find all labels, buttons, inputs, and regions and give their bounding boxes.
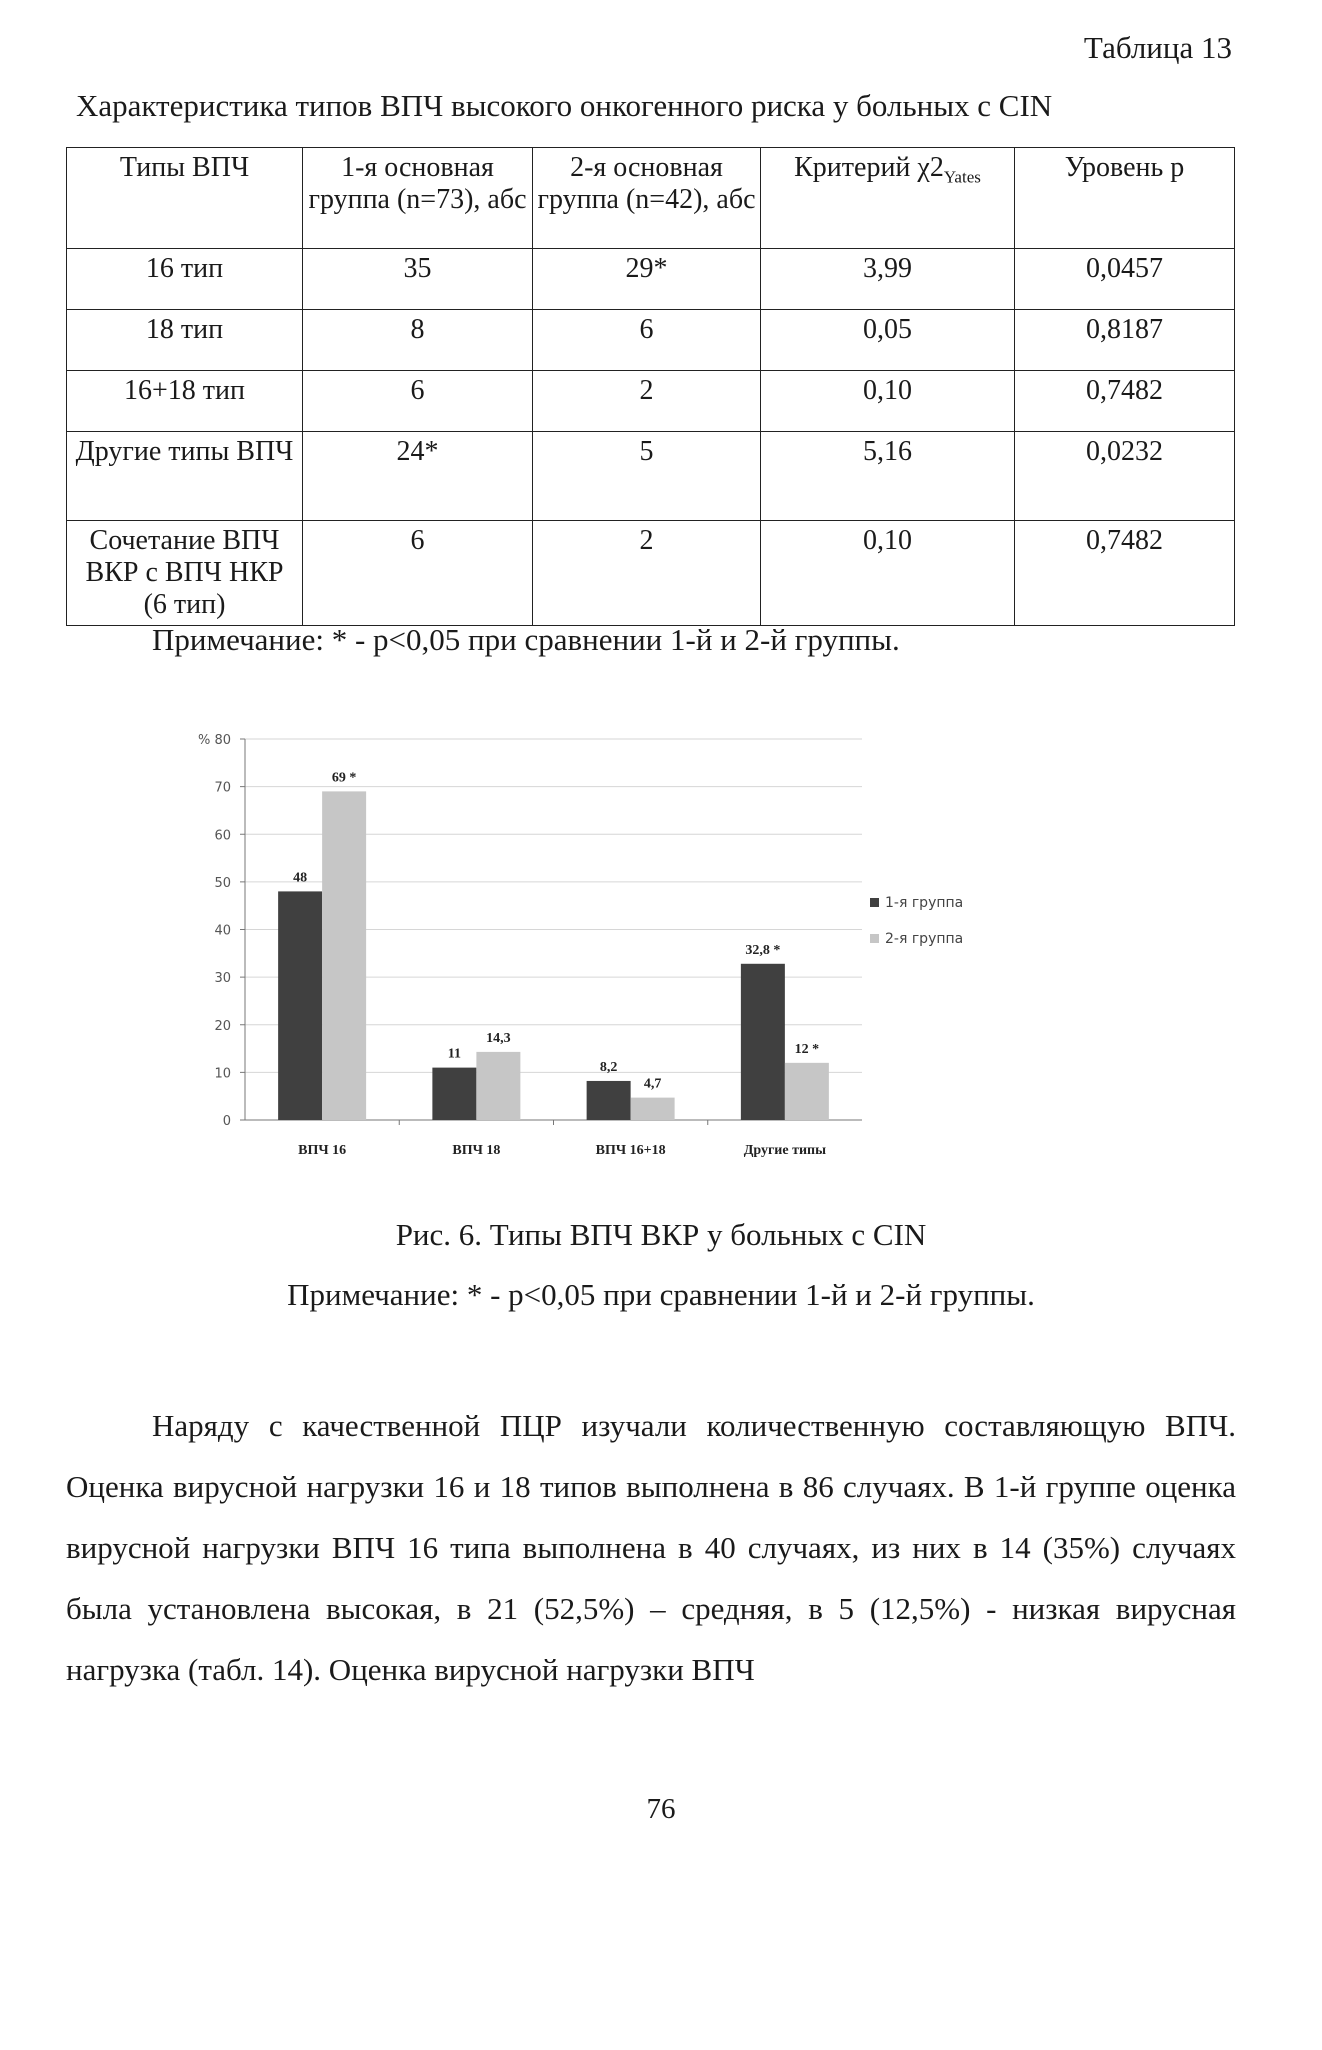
table-row	[67, 432, 1235, 521]
y-tick-label: 30	[214, 971, 231, 987]
bar-chart	[197, 720, 1065, 1190]
cell-p: 0,7482	[1015, 521, 1235, 626]
y-tick-label: 60	[214, 828, 231, 844]
table-label: Таблица 13	[1083, 30, 1232, 65]
cell-type: 16+18 тип	[67, 371, 303, 432]
data-label: 69 *	[331, 770, 357, 786]
cell-p: 0,0232	[1015, 432, 1235, 521]
x-tick-label: ВПЧ 18	[452, 1143, 501, 1158]
x-tick-label: ВПЧ 16+18	[595, 1143, 666, 1158]
bar	[432, 1068, 476, 1120]
bar	[631, 1098, 675, 1120]
cell-group-2: 29*	[533, 249, 761, 310]
figure-note: Примечание: * - p<0,05 при сравнении 1-й и 2-й группы.	[287, 1277, 1035, 1312]
y-tick-label: % 80	[197, 733, 231, 748]
cell-group-1: 6	[303, 371, 533, 432]
y-tick-label: 50	[214, 875, 231, 891]
x-tick-label: Другие типы	[743, 1143, 827, 1158]
cell-type: Сочетание ВПЧ ВКР с ВПЧ НКР (6 тип)	[67, 521, 303, 626]
table-row	[67, 371, 1235, 432]
body-paragraph: Наряду с качественной ПЦР изучали количественную составляющую ВПЧ. Оценка вирусной нагрузки 16 и 18 типов выполнена в 86 случаях. В 1-й группе оценка вирусной нагрузки ВПЧ 16 типа выполнена в 40 случаях, из них в 14 (35%) случаях была установлена высокая, в 21 (52,5%) – средняя, в 5 (12,5%) - низкая вирусная нагрузка (табл. 14). Оценка вирусной нагрузки ВПЧ	[66, 1408, 1236, 1687]
header-hpv-types: Типы ВПЧ	[67, 148, 303, 249]
y-tick-label: 10	[214, 1066, 231, 1082]
header-group-1: 1-я основная группа (n=73), абс	[303, 148, 533, 249]
bar	[476, 1052, 520, 1120]
page-number: 76	[646, 1793, 676, 1825]
data-label: 14,3	[486, 1030, 511, 1046]
cell-type: 18 тип	[67, 310, 303, 371]
cell-group-1: 35	[303, 249, 533, 310]
bar	[785, 1063, 829, 1120]
legend-swatch	[870, 898, 879, 907]
legend-swatch	[870, 934, 879, 943]
data-label: 48	[293, 870, 308, 886]
legend-label: 1-я группа	[885, 895, 964, 911]
table-row	[67, 310, 1235, 371]
data-label: 4,7	[643, 1076, 662, 1092]
cell-p: 0,0457	[1015, 249, 1235, 310]
table-title: Характеристика типов ВПЧ высокого онкогенного риска у больных с CIN	[76, 88, 1053, 123]
cell-group-2: 2	[533, 521, 761, 626]
table-header-row	[67, 148, 1235, 249]
data-label: 12 *	[794, 1041, 820, 1057]
header-chi-square: Критерий $\chi 2_{Yates}$	[761, 148, 1015, 249]
header-group-2: 2-я основная группа (n=42), абс	[533, 148, 761, 249]
data-label: 8,2	[599, 1059, 618, 1075]
hpv-types-table	[66, 147, 1235, 626]
bar	[741, 964, 785, 1120]
cell-chi: 0,10	[761, 371, 1015, 432]
y-tick-label: 20	[214, 1018, 231, 1034]
table-row	[67, 521, 1235, 626]
bar	[587, 1081, 631, 1120]
cell-group-2: 6	[533, 310, 761, 371]
data-label: 32,8 *	[745, 942, 781, 958]
header-p-level: Уровень p	[1015, 148, 1235, 249]
bar	[278, 891, 322, 1120]
cell-p: 0,8187	[1015, 310, 1235, 371]
data-label: 11	[447, 1046, 461, 1062]
bar	[322, 791, 366, 1120]
cell-chi: 0,10	[761, 521, 1015, 626]
y-tick-label: 0	[222, 1114, 231, 1129]
cell-group-1: 8	[303, 310, 533, 371]
y-tick-label: 70	[214, 780, 231, 796]
cell-chi: 3,99	[761, 249, 1015, 310]
table-note: Примечание: * - p<0,05 при сравнении 1-й и 2-й группы.	[152, 622, 900, 657]
legend-label: 2-я группа	[885, 931, 964, 947]
cell-chi: 0,05	[761, 310, 1015, 371]
x-tick-label: ВПЧ 16	[298, 1143, 347, 1158]
table-row	[67, 249, 1235, 310]
cell-type: 16 тип	[67, 249, 303, 310]
cell-group-2: 5	[533, 432, 761, 521]
cell-type: Другие типы ВПЧ	[67, 432, 303, 521]
cell-p: 0,7482	[1015, 371, 1235, 432]
y-tick-label: 40	[214, 923, 231, 939]
cell-group-2: 2	[533, 371, 761, 432]
cell-group-1: 24*	[303, 432, 533, 521]
cell-group-1: 6	[303, 521, 533, 626]
figure-caption: Рис. 6. Типы ВПЧ ВКР у больных с CIN	[395, 1217, 927, 1252]
cell-chi: 5,16	[761, 432, 1015, 521]
